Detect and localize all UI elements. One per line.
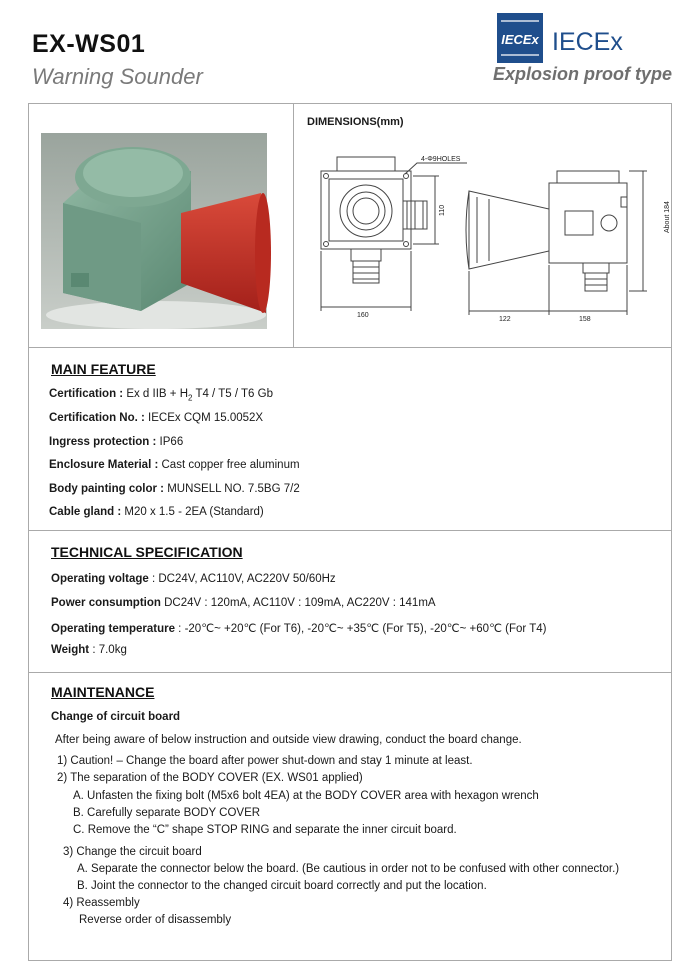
tech-power: Power consumption DC24V : 120mA, AC110V : 109mA, AC220V : 141mA — [51, 597, 436, 609]
main-feature-title: MAIN FEATURE — [51, 361, 156, 377]
divider-vertical — [293, 104, 294, 347]
feature-cert-no: Certification No. : IECEx CQM 15.0052X — [49, 412, 264, 424]
maintenance-step-2: 2) The separation of the BODY COVER (EX. WS01 applied) — [57, 772, 363, 784]
dim-184: About 184 — [664, 201, 671, 233]
iecex-logo-icon — [497, 13, 543, 63]
product-photo — [41, 133, 267, 329]
maintenance-subtitle: Change of circuit board — [51, 711, 181, 723]
maintenance-step-1: 1) Caution! – Change the board after power shut-down and stay 1 minute at least. — [57, 755, 473, 767]
dim-160: 160 — [357, 312, 369, 319]
maintenance-step-4a: Reverse order of disassembly — [79, 914, 232, 926]
spec-sheet-frame — [28, 103, 672, 961]
feature-gland: Cable gland : M20 x 1.5 - 2EA (Standard) — [49, 506, 264, 518]
feature-ingress: Ingress protection : IP66 — [49, 436, 184, 448]
logo-box-text: IECEx — [501, 32, 539, 47]
divider-1 — [29, 347, 671, 348]
maintenance-intro: After being aware of below instruction and outside view drawing, conduct the board change. — [55, 734, 522, 746]
holes-label: 4-Φ9HOLES — [421, 156, 461, 163]
dim-110: 110 — [439, 204, 446, 216]
maintenance-title: MAINTENANCE — [51, 684, 155, 700]
maintenance-step-2c: C. Remove the “C” shape STOP RING and separate the inner circuit board. — [73, 824, 457, 836]
feature-painting: Body painting color : MUNSELL NO. 7.5BG 7/2 — [49, 483, 300, 495]
dimensions-title: DIMENSIONS(mm) — [307, 116, 404, 128]
tech-temperature: Operating temperature : -20℃~ +20℃ (For T6), -20℃~ +35℃ (For T5), -20℃~ +60℃ (For T4) — [51, 623, 547, 635]
maintenance-step-2b: B. Carefully separate BODY COVER — [73, 807, 261, 819]
tech-weight: Weight : 7.0kg — [51, 644, 127, 656]
dim-122: 122 — [499, 316, 511, 323]
logo-tagline: Explosion proof type — [493, 64, 673, 84]
divider-3 — [29, 672, 671, 673]
maintenance-step-3a: A. Separate the connector below the board. (Be cautious in order not to be confused with other connector.) — [77, 863, 620, 875]
product-subtitle: Warning Sounder — [32, 64, 203, 89]
maintenance-step-3b: B. Joint the connector to the changed circuit board correctly and put the location. — [77, 880, 487, 892]
technical-title: TECHNICAL SPECIFICATION — [51, 544, 243, 560]
dim-158: 158 — [579, 316, 591, 323]
maintenance-step-4: 4) Reassembly — [63, 897, 140, 909]
feature-enclosure: Enclosure Material : Cast copper free aluminum — [49, 459, 300, 471]
maintenance-step-3: 3) Change the circuit board — [63, 846, 202, 858]
logo-text: IECEx — [552, 28, 623, 56]
feature-certification: Certification : Ex d IIB + $H_2$ T4 / T5 / T6 Gb — [49, 388, 273, 403]
product-model: EX-WS01 — [32, 30, 146, 58]
dimensions-drawing — [299, 139, 669, 339]
maintenance-step-2a: A. Unfasten the fixing bolt (M5x6 bolt 4EA) at the BODY COVER area with hexagon wrench — [73, 790, 539, 802]
tech-voltage: Operating voltage : DC24V, AC110V, AC220V 50/60Hz — [51, 573, 336, 585]
divider-2 — [29, 530, 671, 531]
